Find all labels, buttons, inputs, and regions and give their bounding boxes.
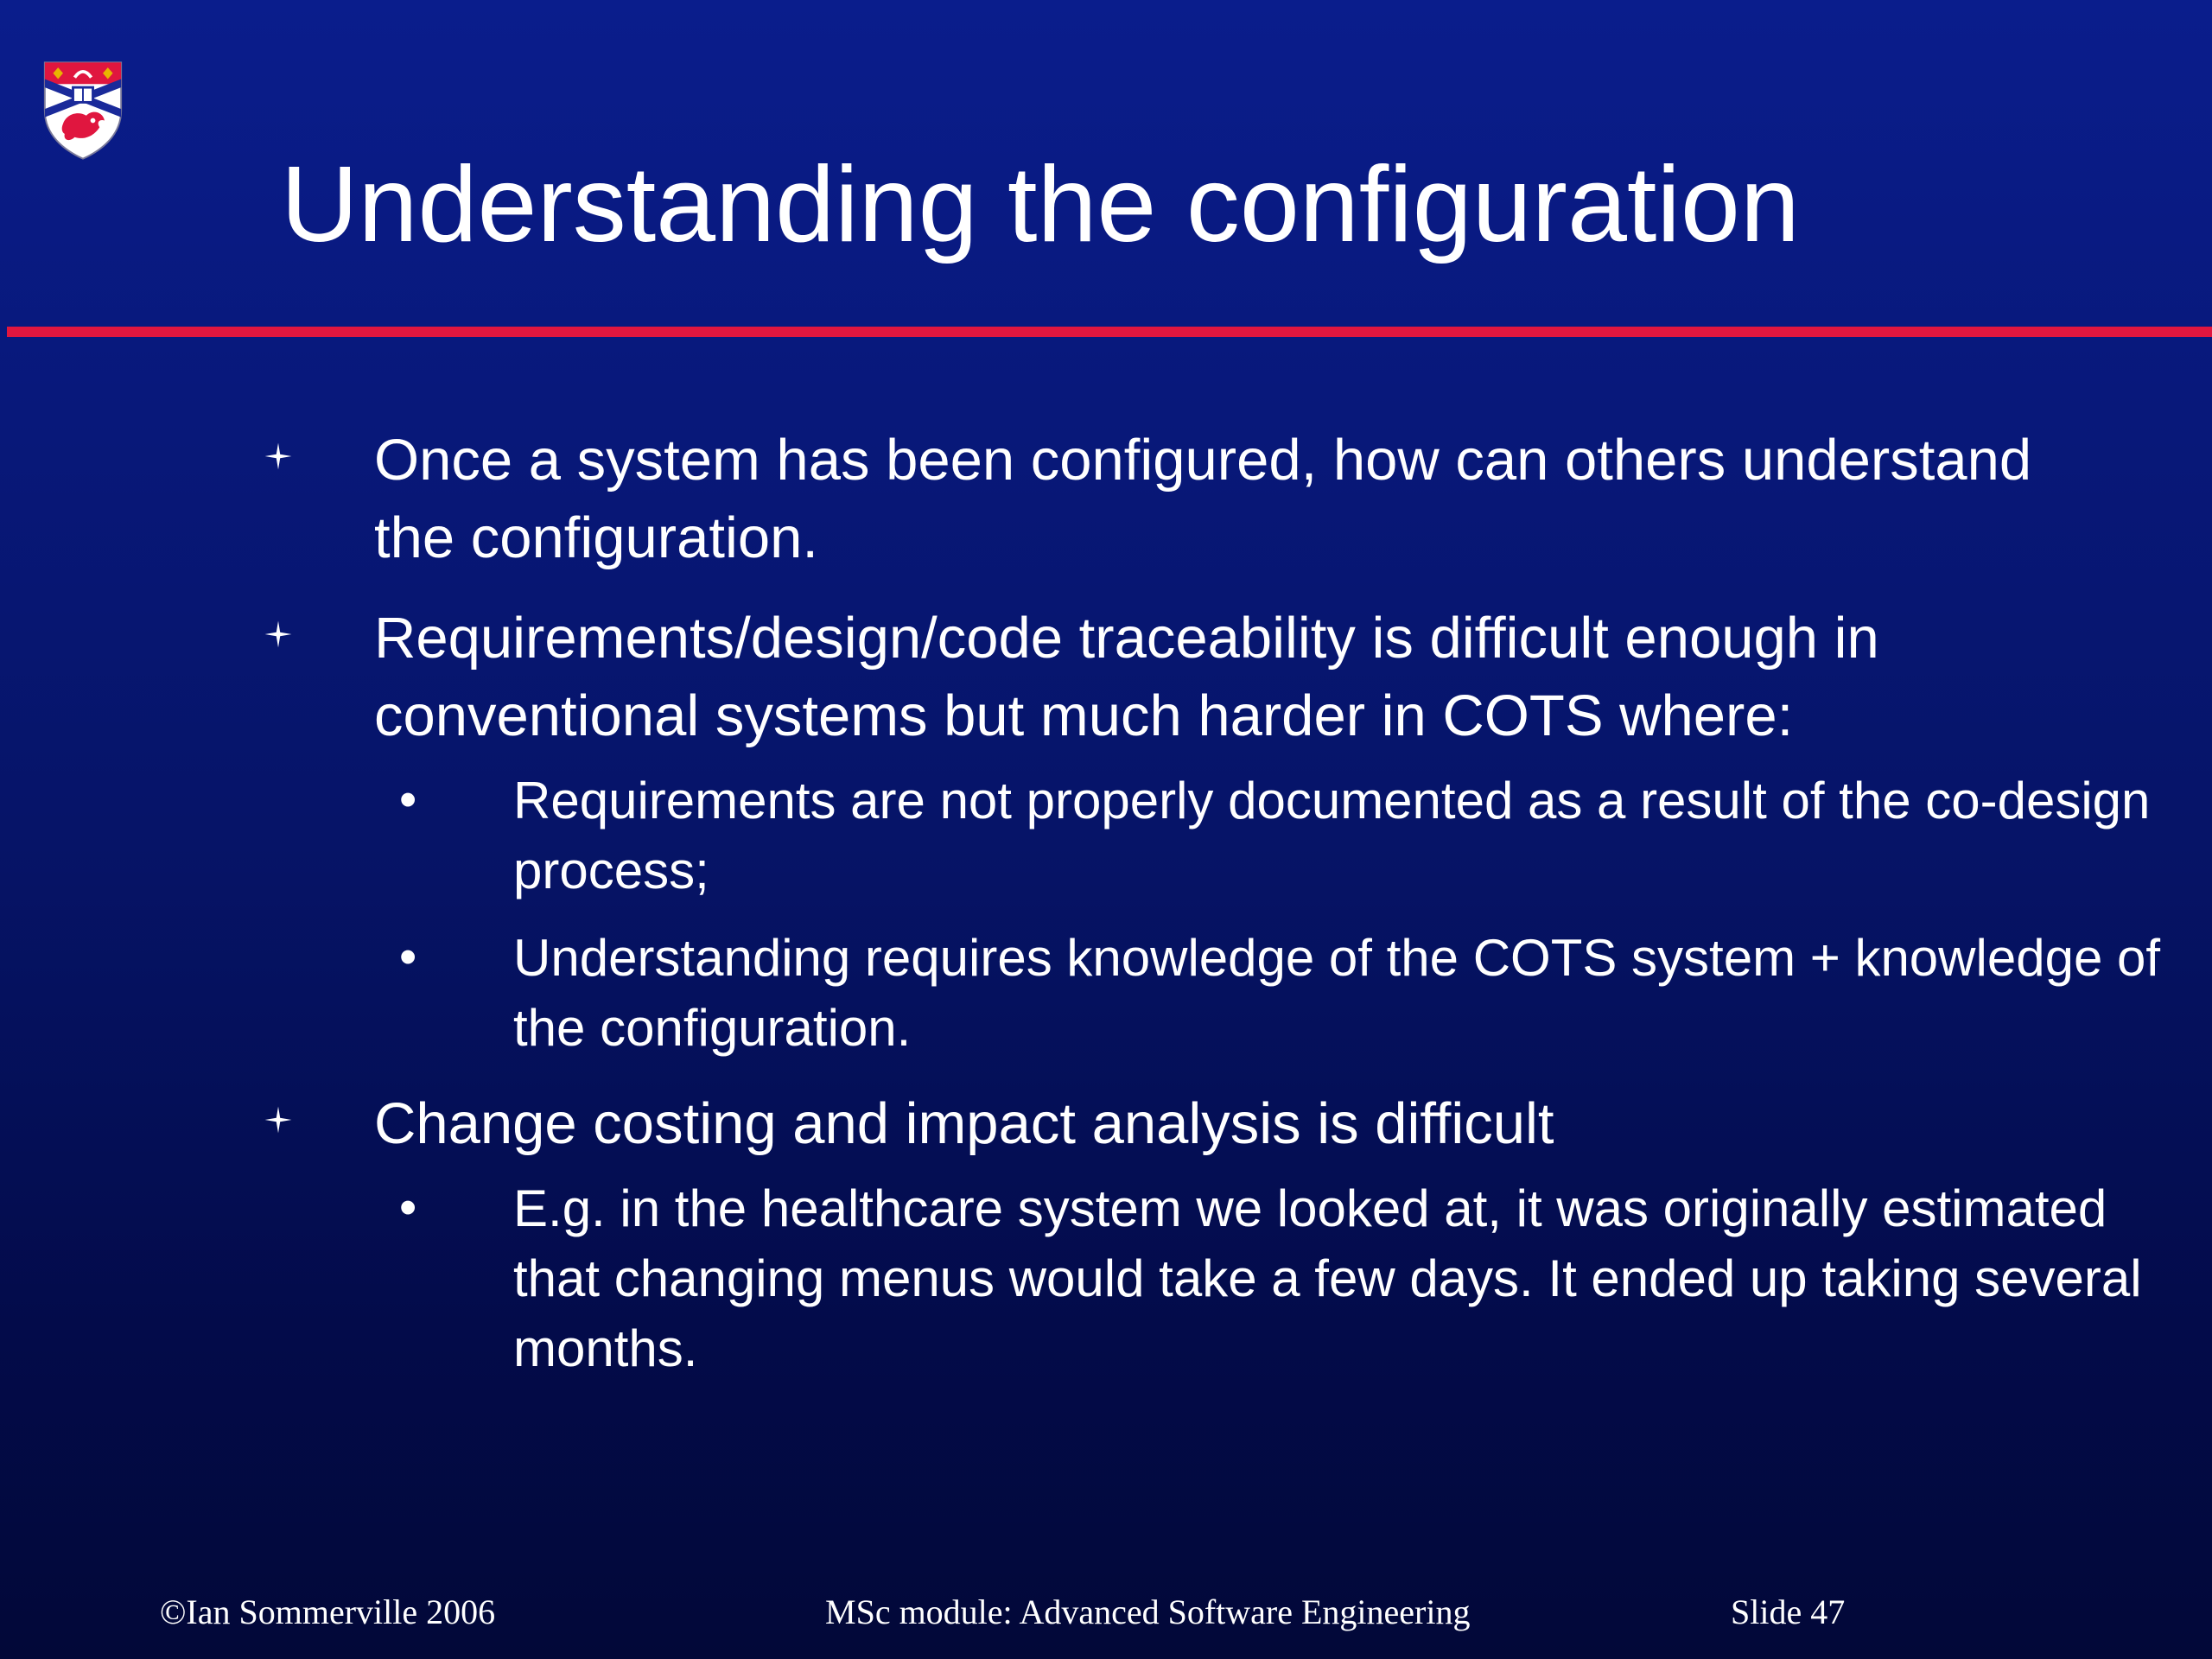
sparkle-bullet-icon [259,1101,297,1139]
university-crest-icon [41,59,124,162]
sub-bullet-item [0,923,2212,1063]
bullet-list [0,422,2212,1406]
sub-bullet-item [0,766,2212,906]
sub-bullet-list [0,1173,2212,1383]
dot-bullet-icon: • [399,772,417,828]
bullet-text: Requirements/design/code traceability is difficult enough in conventional systems but much harder in COTS where: [374,606,1879,748]
bullet-item [0,422,2212,577]
dot-bullet-icon: • [399,929,417,985]
sub-bullet-text: Requirements are not properly documented as a result of the co-design process; [513,772,2151,899]
sub-bullet-item [0,1173,2212,1383]
sub-bullet-text: E.g. in the healthcare system we looked at, it was originally estimated that changing menus would take a few days. It ended up taking several months. [513,1179,2142,1377]
sub-bullet-text: Understanding requires knowledge of the COTS system + knowledge of the configuration. [513,929,2161,1057]
bullet-item [0,1085,2212,1383]
sparkle-bullet-icon [259,437,297,475]
dot-bullet-icon: • [399,1179,417,1236]
sub-bullet-list [0,766,2212,1063]
title-divider [7,327,2212,337]
bullet-text: Once a system has been configured, how can others understand the configuration. [374,428,2032,570]
slide-title: Understanding the configuration [281,145,1800,264]
bullet-item [0,600,2212,1063]
bullet-text: Change costing and impact analysis is difficult [374,1091,1554,1156]
footer-slide-number: Slide 47 [1731,1592,1846,1631]
sparkle-bullet-icon [259,615,297,653]
footer-module: MSc module: Advanced Software Engineering [825,1592,1471,1631]
footer-copyright: ©Ian Sommerville 2006 [160,1592,496,1631]
